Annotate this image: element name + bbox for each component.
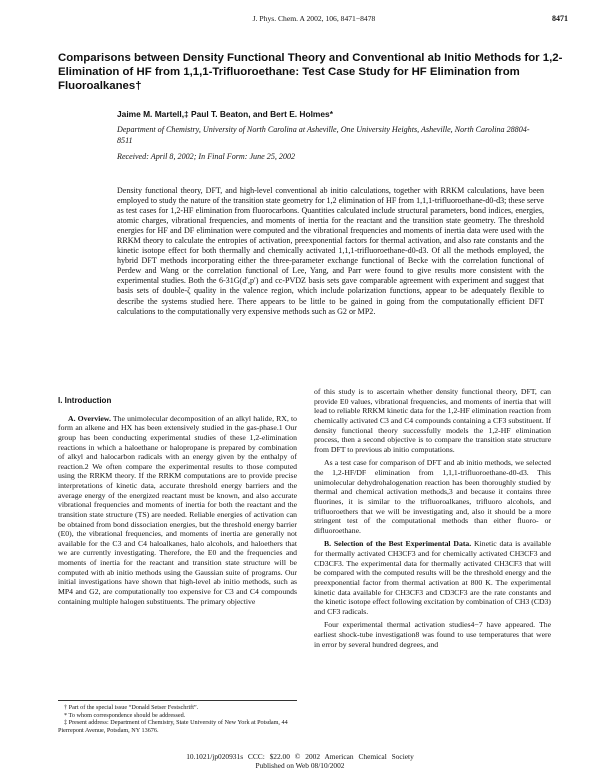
section-heading: I. Introduction — [58, 396, 112, 405]
footnote: ‡ Present address: Department of Chemistry, State University of New York at Potsdam, 44 Pierrepont Avenue, Potsdam, NY 13676. — [58, 719, 288, 734]
journal-citation: J. Phys. Chem. A 2002, 106, 8471−8478 — [252, 14, 376, 23]
article-title: Comparisons between Density Functional Theory and Conventional ab Initio Methods for 1,2-Elimination of HF from 1,1,1-Trifluoroethane: Test Case Study for HF Elimination from Fluoroalkanes† — [58, 52, 563, 92]
intro-paragraph-2: As a test case for comparison of DFT and ab initio methods, we selected the 1,2-HF/DF elimination from 1,1,1-trifluoroethane-d0-d3. This unimolecular dehydrohalogenation reaction has been thoroughly studied by thermal and chemical activation methods,3 and because it contains three fluorines, it is similar to the trifluoroalkanes, trifluoro alcohols, and trifluoroethers that we will be investigating and, also it should be a more stringent test of the computational methods than either fluoro- or difluoroethane. — [314, 458, 551, 535]
subsection-b-paragraph — [314, 539, 551, 616]
right-column — [314, 387, 551, 649]
subsection-b-title: B. Selection of the Best Experimental Data. — [324, 539, 472, 549]
running-head — [60, 14, 568, 26]
received-dates: Received: April 8, 2002; In Final Form: June 25, 2002 — [117, 152, 296, 161]
abstract-text: Density functional theory, DFT, and high-level conventional ab initio calculations, together with RRKM calculations, have been employed to study the nature of the transition state geometry for 1,2 elimination of HF from 1,1,1-trifluoroethane-d0-d3; these serve as test cases for 1,2-HF elimination from fluorocarbons. Quantities calculated include structural parameters, bond indices, energies, atomic charges, vibrational frequencies, and moments of inertia for the reactant and the transition state geometry. The threshold energies for HF and DF elimination were computed and the vibrational frequencies and moments of inertia data were used with the RRKM theory to calculate the entropies of activation, preexponential factors for thermal activation, and also rate constants and the kinetic isotope effect for both thermally and chemically activated 1,1,1-trifluoroethane-d0-d3. Of all the methods employed, the hybrid DFT methods incorporating either the three-parameter exchange functional of Becke with the correlation functional of Perdew and Wang or the correlation functional of Lee, Yang, and Parr were found to give results more consistent with the experimental studies. Both the 6-31G(d′,p′) and cc-PVDZ basis sets gave comparable agreement with experiment and suggest that basis sets of double-ζ quality in the valence region, which include polarization functions, appear to be adequately flexible to describe the systems studied here. There appears to be little to be gained in going from the computationally efficient DFT calculations to the computationally very expensive methods such as G2 or MP2. — [117, 186, 544, 316]
published-line: Published on Web 08/10/2002 — [255, 761, 345, 770]
intro-paragraph-continued: of this study is to ascertain whether density functional theory, DFT, can provide E0 values, vibrational frequencies, and moments of inertia that will lead to reliable RRKM kinetic data for the 1,2-HF elimination reaction from chemically activated C3 and C4 compounds containing a CF3 substituent. If density functional theory successfully models the 1,2-HF elimination process, then a second objective is to compare the transition state structure from DFT to previous ab initio computations. — [314, 387, 551, 454]
subsection-a-title: A. Overview. — [68, 413, 111, 423]
intro-paragraph-1 — [58, 414, 297, 607]
page-footer — [0, 752, 600, 770]
abstract — [117, 186, 544, 317]
author-list: Jaime M. Martell,‡ Paul T. Beaton, and Bert E. Holmes* — [117, 109, 333, 119]
footnote: * To whom correspondence should be addressed. — [64, 711, 186, 719]
intro-text-left: The unimolecular decomposition of an alkyl halide, RX, to form an alkene and HX has been extensively studied in the gas-phase.1 Our group has been conducting experimental studies of these 1,2-elimination reactions in which a haloethane or halopropane is prepared by combination of alkyl and halocarbon radicals with an energy given by the enthalpy of reaction.2 We often compare the experimental results to those computed using the RRKM theory. If the RRKM computations are to provide precise interpretations of kinetic data, accurate threshold energy barriers and the average energy of the energized reactant must be known, and also accurate vibrational frequencies and moments of inertia for both the reactant and the transition state structure (TS) are needed. Reliable energies of activation can be obtained from bond dissociation energies, but the threshold energy barrier (E0), the vibrational frequencies, and moments of inertia are generally not available for the C3 and C4 haloalkanes, halo alcohols, and haloethers that we are currently investigating. Therefore, the E0 and the frequencies and moments of inertia for the reactant and transition state structure will be computed with ab initio methods using the Gaussian suite of programs. Our initial investigations have shown that high-level ab initio methods, such as MP4 and G2, are computationally too expensive for C3 and C4 compounds containing multiple halogen substituents. The primary objective — [58, 413, 297, 606]
subsection-b-paragraph-2: Four experimental thermal activation studies4−7 have appeared. The earliest shock-tube investigation8 was found to use temperatures that were in error by several hundred degrees, and — [314, 620, 551, 649]
left-column — [58, 396, 297, 606]
doi-line: 10.1021/jp020931s CCC: $22.00 © 2002 American Chemical Society — [186, 752, 414, 761]
affiliation: Department of Chemistry, University of North Carolina at Asheville, One University Heights, Asheville, North Carolina 28804-8511 — [117, 125, 530, 145]
footnote: † Part of the special issue “Donald Setser Festschrift”. — [64, 704, 199, 711]
subsection-b-text: Kinetic data is available for thermally activated CH3CF3 and for chemically activated CH3CF3 and CD3CF3. The experimental data for thermally activated CH3CF3 that will be compared with the computed results will be the threshold energy and the preexponential factor from thermal activation at 800 K. The experimental kinetic data available for CH3CF3 and CD3CF3 are the rate constants and the kinetic isotope effect following excitation by combination of CH3 (CD3) and CF3 radicals. — [314, 539, 551, 616]
page-number: 8471 — [552, 14, 568, 23]
footnotes — [58, 700, 297, 734]
